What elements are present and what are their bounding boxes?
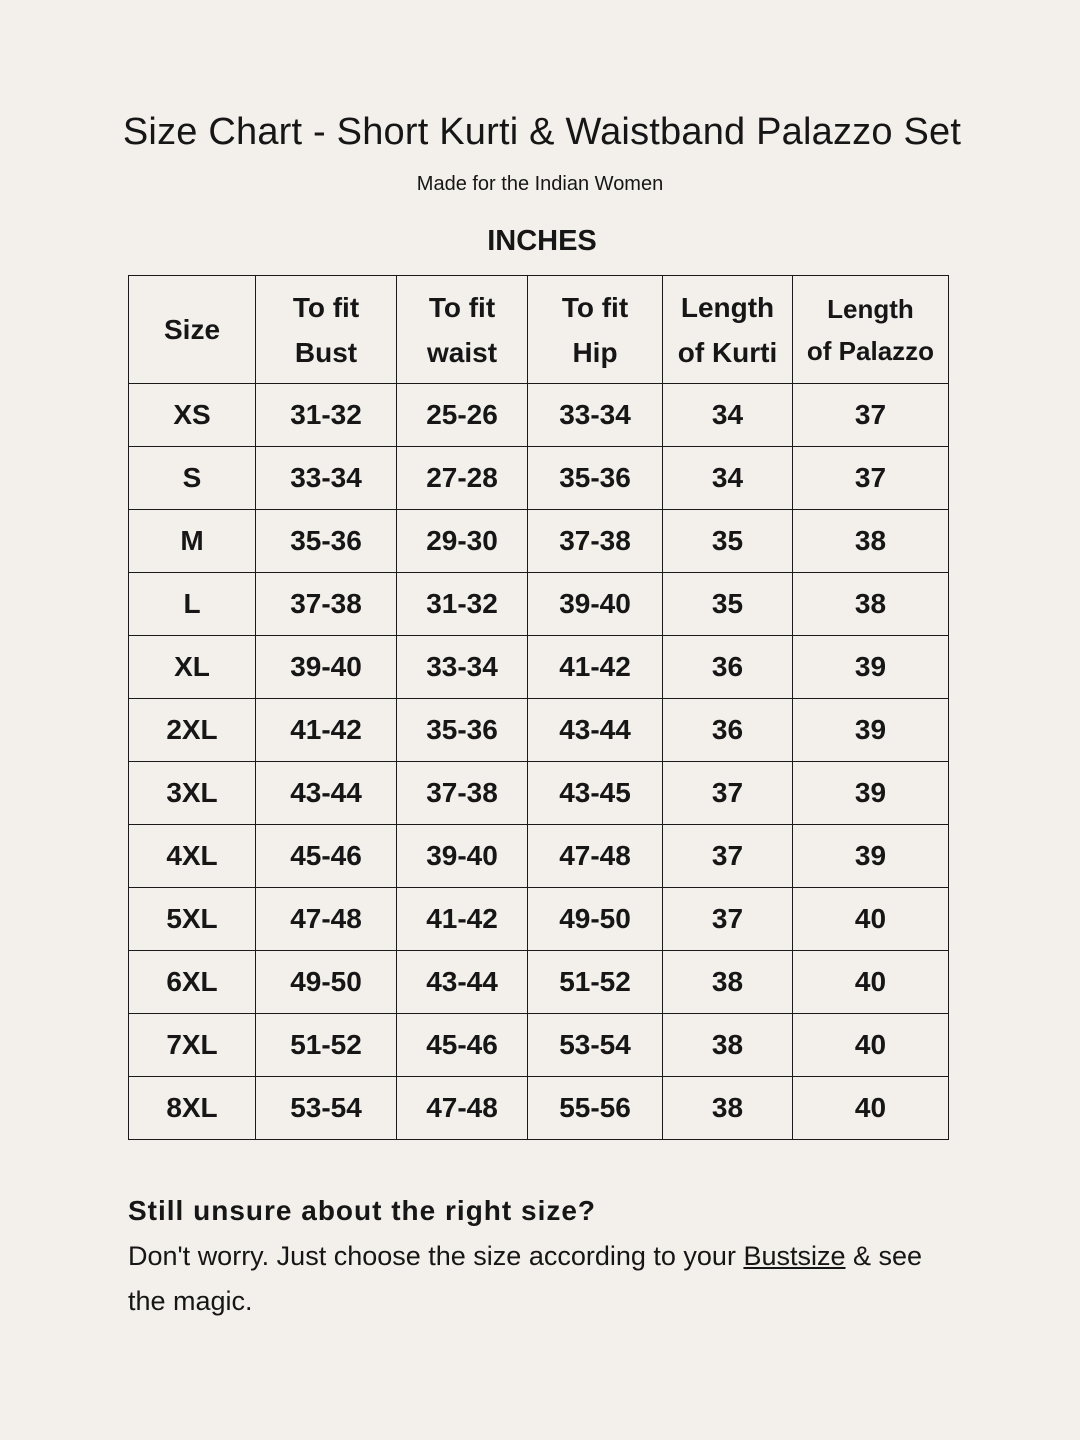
measurement-cell: 29-30: [397, 510, 528, 573]
measurement-cell: 47-48: [397, 1077, 528, 1140]
table-row: [129, 510, 949, 573]
header-size: [129, 276, 256, 384]
measurement-cell: 39-40: [528, 573, 663, 636]
measurement-cell: 45-46: [397, 1014, 528, 1077]
size-cell: 4XL: [129, 825, 256, 888]
measurement-cell: 47-48: [256, 888, 397, 951]
header-line: waist: [426, 336, 498, 368]
measurement-cell: 43-45: [528, 762, 663, 825]
measurement-cell: 37: [793, 447, 949, 510]
table-body: [129, 384, 949, 1140]
measurement-cell: 40: [793, 1077, 949, 1140]
measurement-cell: 41-42: [397, 888, 528, 951]
table-row: [129, 888, 949, 951]
header-line: of Kurti: [677, 336, 778, 368]
measurement-cell: 51-52: [528, 951, 663, 1014]
measurement-cell: 25-26: [397, 384, 528, 447]
measurement-cell: 34: [663, 384, 793, 447]
size-cell: 3XL: [129, 762, 256, 825]
header-waist: [397, 276, 528, 384]
measurement-cell: 38: [793, 510, 949, 573]
table-row: [129, 825, 949, 888]
measurement-cell: 41-42: [528, 636, 663, 699]
measurement-cell: 36: [663, 699, 793, 762]
measurement-cell: 43-44: [397, 951, 528, 1014]
header-line: Size: [163, 314, 221, 345]
measurement-cell: 35: [663, 573, 793, 636]
measurement-cell: 49-50: [528, 888, 663, 951]
measurement-cell: 35-36: [256, 510, 397, 573]
header-line: To fit: [428, 291, 496, 323]
measurement-cell: 35: [663, 510, 793, 573]
header-line: of Palazzo: [806, 335, 935, 366]
measurement-cell: 36: [663, 636, 793, 699]
header-line: Hip: [572, 336, 618, 368]
measurement-cell: 40: [793, 951, 949, 1014]
measurement-cell: 33-34: [397, 636, 528, 699]
measurement-cell: 43-44: [256, 762, 397, 825]
unit-heading: INCHES: [487, 225, 597, 257]
page-subtitle: Made for the Indian Women: [416, 173, 664, 195]
note-text-end: & see the magic.: [128, 1241, 923, 1316]
size-cell: XL: [129, 636, 256, 699]
measurement-cell: 37: [663, 762, 793, 825]
measurement-cell: 43-44: [528, 699, 663, 762]
measurement-cell: 35-36: [397, 699, 528, 762]
size-cell: M: [129, 510, 256, 573]
measurement-cell: 33-34: [256, 447, 397, 510]
measurement-cell: 53-54: [256, 1077, 397, 1140]
header-line: To fit: [292, 291, 360, 323]
measurement-cell: 49-50: [256, 951, 397, 1014]
measurement-cell: 31-32: [397, 573, 528, 636]
table-row: [129, 447, 949, 510]
header-bust: [256, 276, 397, 384]
measurement-cell: 37-38: [528, 510, 663, 573]
table-row: [129, 699, 949, 762]
size-cell: 8XL: [129, 1077, 256, 1140]
measurement-cell: 38: [663, 1014, 793, 1077]
measurement-cell: 33-34: [528, 384, 663, 447]
table-row: [129, 1014, 949, 1077]
size-cell: 2XL: [129, 699, 256, 762]
size-cell: L: [129, 573, 256, 636]
measurement-cell: 34: [663, 447, 793, 510]
measurement-cell: 37: [663, 825, 793, 888]
table-row: [129, 384, 949, 447]
measurement-cell: 39-40: [397, 825, 528, 888]
measurement-cell: 38: [663, 1077, 793, 1140]
header-hip: [528, 276, 663, 384]
header-line: Bust: [294, 336, 358, 368]
size-cell: 7XL: [129, 1014, 256, 1077]
page-title: Size Chart - Short Kurti & Waistband Palazzo Set: [122, 111, 962, 153]
table-row: [129, 636, 949, 699]
note-heading: Still unsure about the right size?: [128, 1195, 597, 1226]
measurement-cell: 39: [793, 636, 949, 699]
measurement-cell: 37-38: [256, 573, 397, 636]
header-row: [129, 276, 949, 384]
measurement-cell: 31-32: [256, 384, 397, 447]
bustsize-link[interactable]: Bustsize: [743, 1241, 846, 1271]
table-row: [129, 573, 949, 636]
measurement-cell: 51-52: [256, 1014, 397, 1077]
table-row: [129, 951, 949, 1014]
size-cell: 6XL: [129, 951, 256, 1014]
header-line: To fit: [561, 291, 629, 323]
measurement-cell: 39: [793, 825, 949, 888]
measurement-cell: 39: [793, 699, 949, 762]
measurement-cell: 39-40: [256, 636, 397, 699]
header-line: Length: [827, 293, 914, 324]
table-header: [129, 276, 949, 384]
measurement-cell: 53-54: [528, 1014, 663, 1077]
measurement-cell: 39: [793, 762, 949, 825]
measurement-cell: 47-48: [528, 825, 663, 888]
table-row: [129, 762, 949, 825]
measurement-cell: 55-56: [528, 1077, 663, 1140]
header-line: Length: [680, 291, 775, 323]
measurement-cell: 37: [663, 888, 793, 951]
note-body: [128, 1234, 948, 1324]
header-palazzo-length: [793, 276, 949, 384]
size-cell: 5XL: [129, 888, 256, 951]
measurement-cell: 27-28: [397, 447, 528, 510]
size-cell: S: [129, 447, 256, 510]
measurement-cell: 41-42: [256, 699, 397, 762]
table-row: [129, 1077, 949, 1140]
measurement-cell: 40: [793, 888, 949, 951]
header-kurti-length: [663, 276, 793, 384]
measurement-cell: 38: [663, 951, 793, 1014]
measurement-cell: 35-36: [528, 447, 663, 510]
size-chart-table: [128, 275, 949, 1140]
measurement-cell: 37-38: [397, 762, 528, 825]
measurement-cell: 45-46: [256, 825, 397, 888]
measurement-cell: 37: [793, 384, 949, 447]
note-text: Don't worry. Just choose the size according to your: [128, 1241, 744, 1271]
measurement-cell: 38: [793, 573, 949, 636]
measurement-cell: 40: [793, 1014, 949, 1077]
size-cell: XS: [129, 384, 256, 447]
